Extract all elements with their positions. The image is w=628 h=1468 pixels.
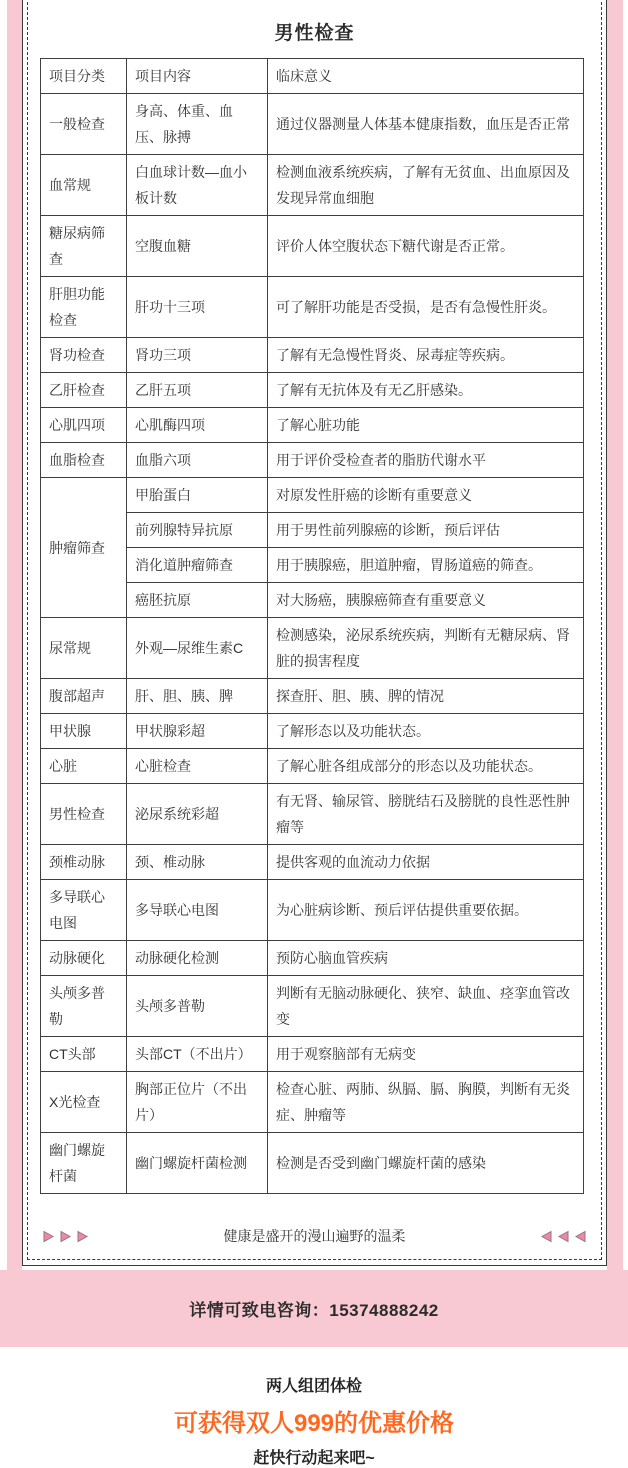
category-cell: 一般检查 [41,94,127,155]
meaning-cell: 提供客观的血流动力依据 [268,845,584,880]
meaning-cell: 对原发性肝癌的诊断有重要意义 [268,478,584,513]
category-cell: 肾功检查 [41,338,127,373]
meaning-cell: 评价人体空腹状态下糖代谢是否正常。 [268,216,584,277]
category-cell: 血常规 [41,155,127,216]
category-cell: 多导联心电图 [41,880,127,941]
triangle-left-icon [557,1230,570,1243]
pink-frame-right [607,0,623,1270]
meaning-cell: 有无肾、输尿管、膀胱结石及膀胱的良性恶性肿瘤等 [268,784,584,845]
meaning-cell: 检查心脏、两肺、纵膈、膈、胸膜，判断有无炎症、肿瘤等 [268,1072,584,1133]
promo-price-highlight: 可获得双人999的优惠价格 [173,1410,455,1437]
table-row [41,373,584,408]
meaning-cell: 为心脏病诊断、预后评估提供重要依据。 [268,880,584,941]
category-cell: CT头部 [41,1037,127,1072]
triangle-right-icon [42,1230,55,1243]
triangle-left-icons [540,1230,587,1243]
table-row [41,443,584,478]
meaning-cell: 探查肝、胆、胰、脾的情况 [268,679,584,714]
table-row [41,478,584,513]
content-cell: 动脉硬化检测 [127,941,268,976]
table-row [41,845,584,880]
meaning-cell: 用于男性前列腺癌的诊断，预后评估 [268,513,584,548]
category-cell: 甲状腺 [41,714,127,749]
table-header-row [41,59,584,94]
exam-table [40,58,584,1194]
meaning-cell: 了解有无抗体及有无乙肝感染。 [268,373,584,408]
phone-contact-text: 详情可致电咨询：15374888242 [189,1301,439,1320]
table-row [41,277,584,338]
category-cell: 心肌四项 [41,408,127,443]
content-cell: 心脏检查 [127,749,268,784]
content-cell: 白血球计数—血小板计数 [127,155,268,216]
table-row [41,618,584,679]
meaning-cell: 可了解肝功能是否受损，是否有急慢性肝炎。 [268,277,584,338]
meaning-cell: 了解有无急慢性肾炎、尿毒症等疾病。 [268,338,584,373]
meaning-cell: 用于评价受检查者的脂肪代谢水平 [268,443,584,478]
meaning-cell: 通过仪器测量人体基本健康指数，血压是否正常 [268,94,584,155]
meaning-cell: 了解心脏功能 [268,408,584,443]
category-cell: 乙肝检查 [41,373,127,408]
promo-call-to-action: 赶快行动起来吧~ [253,1450,375,1467]
category-cell: 头颅多普勒 [41,976,127,1037]
category-cell: X光检查 [41,1072,127,1133]
phone-band [0,1270,628,1347]
table-row [41,1072,584,1133]
meaning-cell: 预防心脑血管疾病 [268,941,584,976]
content-cell: 前列腺特异抗原 [127,513,268,548]
table-row [41,749,584,784]
table-row [41,1037,584,1072]
content-cell: 肝功十三项 [127,277,268,338]
category-cell: 心脏 [41,749,127,784]
content-cell: 颈、椎动脉 [127,845,268,880]
table-row [41,880,584,941]
table-row [41,784,584,845]
content-cell: 肝、胆、胰、脾 [127,679,268,714]
dashed-border-box [27,0,602,1260]
content-cell: 多导联心电图 [127,880,268,941]
meaning-cell: 了解心脏各组成部分的形态以及功能状态。 [268,749,584,784]
category-cell: 肿瘤筛查 [41,478,127,618]
content-cell: 血脂六项 [127,443,268,478]
content-cell: 空腹血糖 [127,216,268,277]
card-footer-row [42,1223,587,1249]
category-cell: 颈椎动脉 [41,845,127,880]
content-cell: 心肌酶四项 [127,408,268,443]
meaning-cell: 检测感染，泌尿系统疾病，判断有无糖尿病、肾脏的损害程度 [268,618,584,679]
triangle-left-icon [540,1230,553,1243]
category-cell: 腹部超声 [41,679,127,714]
category-cell: 幽门螺旋杆菌 [41,1133,127,1194]
table-row [41,714,584,749]
content-cell: 泌尿系统彩超 [127,784,268,845]
category-cell: 糖尿病筛查 [41,216,127,277]
content-cell: 头颅多普勒 [127,976,268,1037]
content-cell: 肾功三项 [127,338,268,373]
meaning-cell: 判断有无脑动脉硬化、狭窄、缺血、痉挛血管改变 [268,976,584,1037]
triangle-right-icons [42,1230,89,1243]
triangle-right-icon [76,1230,89,1243]
exam-card [22,0,607,1266]
table-row [41,1133,584,1194]
content-cell: 外观—尿维生素C [127,618,268,679]
content-cell: 甲状腺彩超 [127,714,268,749]
table-row [41,408,584,443]
meaning-cell: 了解形态以及功能状态。 [268,714,584,749]
content-cell: 乙肝五项 [127,373,268,408]
category-cell: 肝胆功能检查 [41,277,127,338]
content-cell: 身高、体重、血压、脉搏 [127,94,268,155]
content-cell: 胸部正位片（不出片） [127,1072,268,1133]
header-category: 项目分类 [41,59,127,94]
promo-group-title: 两人组团体检 [265,1378,362,1395]
meaning-cell: 用于胰腺癌，胆道肿瘤，胃肠道癌的筛查。 [268,548,584,583]
content-cell: 头部CT（不出片） [127,1037,268,1072]
table-row [41,941,584,976]
meaning-cell: 对大肠癌，胰腺癌筛查有重要意义 [268,583,584,618]
content-cell: 癌胚抗原 [127,583,268,618]
content-cell: 消化道肿瘤筛查 [127,548,268,583]
table-row [41,155,584,216]
pink-frame-left [7,0,22,1270]
meaning-cell: 检测是否受到幽门螺旋杆菌的感染 [268,1133,584,1194]
table-row [41,338,584,373]
category-cell: 尿常规 [41,618,127,679]
category-cell: 血脂检查 [41,443,127,478]
triangle-left-icon [574,1230,587,1243]
content-cell: 幽门螺旋杆菌检测 [127,1133,268,1194]
category-cell: 男性检查 [41,784,127,845]
category-cell: 动脉硬化 [41,941,127,976]
header-content: 项目内容 [127,59,268,94]
triangle-right-icon [59,1230,72,1243]
table-row [41,976,584,1037]
table-row [41,94,584,155]
promo-section [0,1347,628,1467]
card-footer-slogan: 健康是盛开的漫山遍野的温柔 [223,1228,406,1244]
table-row [41,216,584,277]
page-title: 男性检查 [274,23,355,44]
table-row [41,679,584,714]
meaning-cell: 检测血液系统疾病，了解有无贫血、出血原因及发现异常血细胞 [268,155,584,216]
content-cell: 甲胎蛋白 [127,478,268,513]
header-meaning: 临床意义 [268,59,584,94]
meaning-cell: 用于观察脑部有无病变 [268,1037,584,1072]
